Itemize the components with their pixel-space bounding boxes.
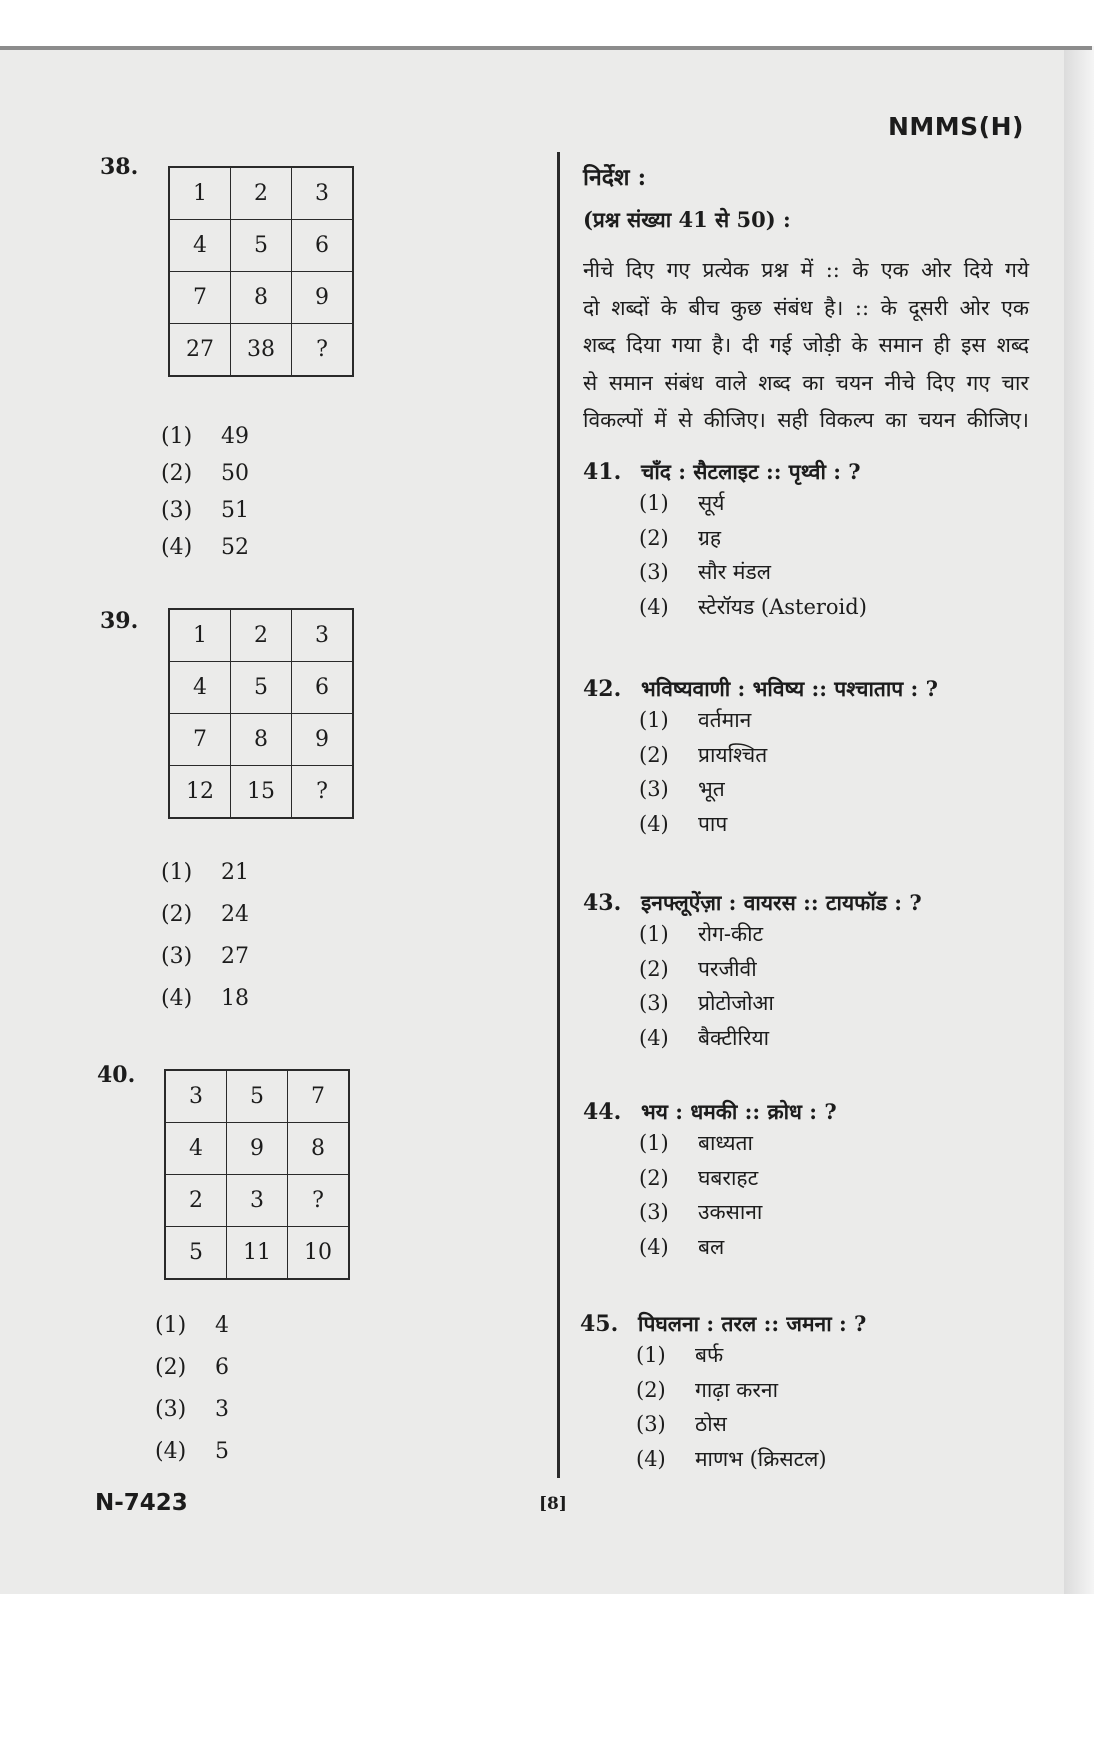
option-text: स्टेरॉयड (Asteroid) — [698, 594, 867, 619]
option-number: (4) — [636, 1446, 666, 1471]
option-number: (4) — [639, 811, 669, 836]
grid-cell: 5 — [227, 1070, 288, 1123]
grid-cell: 3 — [165, 1070, 227, 1123]
option-text: घबराहट — [698, 1165, 759, 1190]
question-stem: भविष्यवाणी : भविष्य :: पश्चाताप : ? — [641, 676, 938, 701]
option — [161, 936, 249, 978]
option-number: (4) — [639, 1025, 669, 1050]
option-text: बल — [698, 1234, 725, 1259]
option-number: (1) — [639, 491, 669, 516]
directions-line: दो शब्दों के बीच कुछ संबंध है। :: के दूसरी ओर एक — [583, 295, 1029, 320]
question-stem: पिघलना : तरल :: जमना : ? — [638, 1311, 867, 1336]
options — [636, 1338, 866, 1476]
option — [639, 807, 938, 842]
option-number: (3) — [639, 777, 669, 802]
option-number: (1) — [636, 1343, 666, 1368]
option — [161, 529, 249, 566]
grid-cell: 1 — [169, 609, 231, 662]
option — [161, 894, 249, 936]
grid-cell: 5 — [231, 662, 292, 714]
grid-cell: 4 — [165, 1123, 227, 1175]
option-number: (3) — [161, 498, 193, 523]
option-number: (2) — [639, 956, 669, 981]
paper-code-header: NMMS(H) — [888, 112, 1024, 141]
options — [639, 486, 867, 624]
grid-cell: 5 — [231, 220, 292, 272]
question-stem: चाँद : सैटलाइट :: पृथ्वी : ? — [641, 459, 861, 484]
option-text: 6 — [215, 1355, 229, 1380]
question-number-38: 38. — [100, 154, 139, 180]
grid-cell: 2 — [165, 1175, 227, 1227]
directions-line: से समान संबंध वाले शब्द का चयन नीचे दिए गए चार — [583, 370, 1029, 395]
option — [639, 986, 922, 1021]
grid-cell: 8 — [231, 714, 292, 766]
grid-cell: 10 — [288, 1227, 350, 1280]
option-text: भूत — [698, 777, 725, 802]
grid-cell: 15 — [231, 766, 292, 819]
option-number: (3) — [161, 944, 193, 969]
option — [155, 1389, 229, 1431]
option-text: पाप — [698, 811, 728, 836]
question-number: 44. — [583, 1099, 622, 1125]
page-top-edge — [0, 46, 1092, 50]
option-text: 51 — [221, 498, 249, 523]
option-text: 27 — [221, 944, 249, 969]
question-number: 43. — [583, 890, 622, 916]
option-number: (4) — [161, 535, 193, 560]
option — [639, 1021, 922, 1056]
option — [639, 738, 938, 773]
option-text: 18 — [221, 986, 249, 1011]
directions-line: विकल्पों में से कीजिए। सही विकल्प का चयन कीजिए। — [583, 408, 1029, 432]
grid-cell: 7 — [169, 714, 231, 766]
option — [639, 555, 867, 590]
option — [161, 455, 249, 492]
option-number: (3) — [639, 991, 669, 1016]
grid-cell: ? — [292, 324, 354, 377]
options — [639, 1126, 837, 1264]
grid-cell: 4 — [169, 220, 231, 272]
option-text: 24 — [221, 902, 249, 927]
question-41 — [583, 458, 867, 624]
option — [639, 772, 938, 807]
option-number: (4) — [161, 986, 193, 1011]
option — [639, 486, 867, 521]
question-number: 45. — [580, 1311, 619, 1337]
option — [636, 1338, 866, 1373]
grid-cell: 6 — [292, 220, 354, 272]
option — [639, 521, 867, 556]
option-number: (4) — [639, 594, 669, 619]
option-text: 50 — [221, 461, 249, 486]
option-number: (2) — [639, 1165, 669, 1190]
question-number: 41. — [583, 459, 622, 485]
question-43 — [583, 889, 922, 1055]
question-42 — [583, 675, 938, 841]
option-number: (3) — [155, 1397, 187, 1422]
option-number: (2) — [636, 1377, 666, 1402]
option-text: 21 — [221, 860, 249, 885]
grid-cell: 3 — [292, 609, 354, 662]
question-number-40: 40. — [97, 1062, 136, 1088]
directions-title: निर्देश : — [583, 164, 647, 191]
grid-cell: 2 — [231, 609, 292, 662]
question-45 — [580, 1310, 866, 1476]
option-number: (2) — [639, 742, 669, 767]
option — [639, 703, 938, 738]
options-39 — [161, 852, 249, 1020]
option — [161, 978, 249, 1020]
option — [636, 1373, 866, 1408]
option-text: बाध्यता — [698, 1131, 753, 1156]
option — [639, 590, 867, 625]
grid-cell: 27 — [169, 324, 231, 377]
grid-cell: 7 — [169, 272, 231, 324]
option — [636, 1442, 866, 1477]
question-stem: इनफ्लूऐंज़ा : वायरस :: टायफॉड : ? — [641, 890, 922, 915]
option-text: वर्तमान — [698, 708, 752, 733]
grid-cell: 7 — [288, 1070, 350, 1123]
option-text: गाढ़ा करना — [695, 1377, 779, 1402]
option-text: प्रायश्चित — [698, 742, 768, 767]
grid-cell: 9 — [292, 714, 354, 766]
grid-cell: 11 — [227, 1227, 288, 1280]
option-number: (1) — [639, 708, 669, 733]
option — [639, 952, 922, 987]
grid-cell: 38 — [231, 324, 292, 377]
options-38 — [161, 418, 249, 566]
option-text: 3 — [215, 1397, 229, 1422]
directions-subtitle: (प्रश्न संख्या 41 से 50) : — [583, 207, 791, 232]
directions-line: शब्द दिया गया है। दी गई जोड़ी के समान ही इस शब्द — [583, 333, 1029, 357]
option — [161, 492, 249, 529]
options — [639, 917, 922, 1055]
option-text: उकसाना — [698, 1200, 763, 1225]
grid-cell: 5 — [165, 1227, 227, 1280]
grid-cell: 3 — [292, 167, 354, 220]
option-text: बर्फ — [695, 1343, 724, 1368]
option-text: ग्रह — [698, 525, 721, 550]
column-divider — [557, 152, 560, 1478]
option-text: 49 — [221, 424, 249, 449]
option-number: (1) — [161, 424, 193, 449]
option-number: (4) — [639, 1234, 669, 1259]
grid-cell: ? — [292, 766, 354, 819]
options-40 — [155, 1305, 229, 1473]
grid-cell: 6 — [292, 662, 354, 714]
directions-line: नीचे दिए गए प्रत्येक प्रश्न में :: के एक ओर दिये गये — [583, 258, 1029, 282]
option-number: (2) — [161, 461, 193, 486]
grid-cell: 9 — [292, 272, 354, 324]
options — [639, 703, 938, 841]
number-grid-40 — [164, 1069, 350, 1280]
option-text: 52 — [221, 535, 249, 560]
grid-cell: 4 — [169, 662, 231, 714]
number-grid-38 — [168, 166, 354, 377]
option — [639, 1195, 837, 1230]
paper-code-footer: N-7423 — [95, 1490, 188, 1516]
option-text: बैक्टीरिया — [698, 1025, 770, 1050]
option-text: सौर मंडल — [698, 560, 771, 585]
grid-cell: 3 — [227, 1175, 288, 1227]
option — [636, 1407, 866, 1442]
option — [639, 917, 922, 952]
number-grid-39 — [168, 608, 354, 819]
option-number: (1) — [639, 1131, 669, 1156]
option-text: प्रोटोजोआ — [698, 991, 774, 1016]
grid-cell: 8 — [231, 272, 292, 324]
page-number: [8] — [539, 1494, 567, 1514]
grid-cell: ? — [288, 1175, 350, 1227]
option-number: (2) — [155, 1355, 187, 1380]
option — [155, 1347, 229, 1389]
option-text: माणभ (क्रिसटल) — [695, 1446, 827, 1471]
option-number: (3) — [636, 1412, 666, 1437]
option — [639, 1230, 837, 1265]
option-number: (4) — [155, 1439, 187, 1464]
option-number: (1) — [639, 922, 669, 947]
directions-text — [583, 252, 1029, 440]
option — [161, 418, 249, 455]
question-number-39: 39. — [100, 608, 139, 634]
option — [155, 1431, 229, 1473]
option-number: (3) — [639, 1200, 669, 1225]
question-44 — [583, 1098, 837, 1264]
option — [639, 1161, 837, 1196]
grid-cell: 2 — [231, 167, 292, 220]
option-number: (2) — [161, 902, 193, 927]
option — [639, 1126, 837, 1161]
option-number: (1) — [155, 1313, 187, 1338]
grid-cell: 1 — [169, 167, 231, 220]
grid-cell: 8 — [288, 1123, 350, 1175]
option-number: (3) — [639, 560, 669, 585]
option-text: परजीवी — [698, 956, 757, 981]
question-stem: भय : धमकी :: क्रोध : ? — [641, 1099, 837, 1124]
question-number: 42. — [583, 676, 622, 702]
option-text: 5 — [215, 1439, 229, 1464]
option-text: ठोस — [695, 1412, 727, 1437]
option-text: 4 — [215, 1313, 229, 1338]
option — [161, 852, 249, 894]
option-text: सूर्य — [698, 491, 725, 516]
grid-cell: 9 — [227, 1123, 288, 1175]
page-edge-shadow — [1064, 46, 1094, 1594]
grid-cell: 12 — [169, 766, 231, 819]
option-number: (1) — [161, 860, 193, 885]
option-number: (2) — [639, 525, 669, 550]
option — [155, 1305, 229, 1347]
option-text: रोग-कीट — [698, 922, 764, 947]
